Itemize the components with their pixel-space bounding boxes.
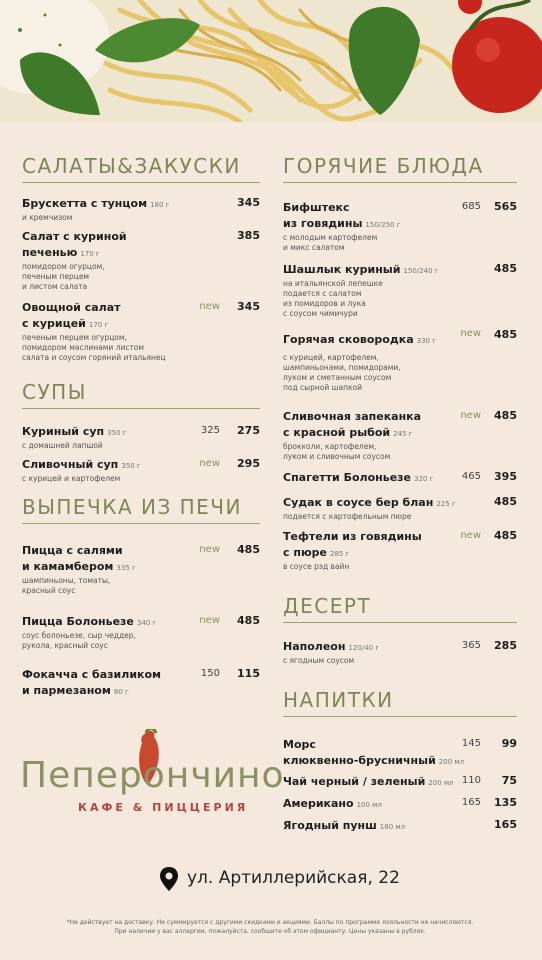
location-pin-icon xyxy=(160,866,178,892)
item-price: 485 xyxy=(237,614,260,627)
menu-item xyxy=(283,796,517,813)
item-name: Пицца с салями xyxy=(22,544,123,557)
item-name-2: с пюре xyxy=(283,546,327,559)
item-name-2: с курицей xyxy=(22,317,86,330)
menu-item xyxy=(283,639,517,666)
menu-item xyxy=(283,529,517,572)
item-price: 275 xyxy=(237,424,260,437)
item-price: 485 xyxy=(494,529,517,542)
item-price: 485 xyxy=(494,495,517,508)
item-desc: брокколи, картофелем, луком и сливочным соусом xyxy=(283,442,391,461)
item-weight: 180 г xyxy=(150,201,170,209)
menu-item xyxy=(283,262,517,319)
item-name: Пицца Болоньезе xyxy=(22,615,134,628)
item-weight: 200 мл xyxy=(428,779,454,787)
item-desc: на итальянской лепешке подается с салатом из помидоров и лука с соусом чимичури xyxy=(283,279,383,318)
item-price-large: 145 xyxy=(461,738,481,749)
new-badge: new xyxy=(199,615,220,626)
item-name: Куриный суп xyxy=(22,425,105,438)
item-name: Горячая сковородка xyxy=(283,333,414,346)
new-badge: new xyxy=(460,410,481,421)
item-weight: 100 мл xyxy=(356,801,382,809)
item-name: Салат с куриной xyxy=(22,230,127,243)
soups-title: СУПЫ xyxy=(22,380,260,409)
item-desc: с ягодным соусом xyxy=(283,656,355,665)
item-price: 385 xyxy=(237,229,260,242)
menu-item xyxy=(22,457,260,484)
menu-item xyxy=(22,196,260,223)
item-name: Американо xyxy=(283,797,354,810)
menu-item xyxy=(283,328,517,393)
item-price-large: 150 xyxy=(200,668,220,679)
menu-item xyxy=(283,774,517,791)
item-name: Сливочный суп xyxy=(22,458,119,471)
menu-item xyxy=(22,667,260,700)
item-price: 485 xyxy=(237,543,260,556)
item-weight: 200 мл xyxy=(438,758,465,766)
menu-item xyxy=(283,737,517,770)
item-weight: 170 г xyxy=(88,321,109,329)
item-weight: 320 г xyxy=(414,475,434,483)
item-price: 295 xyxy=(237,457,260,470)
item-name: Фокачча с базиликом xyxy=(22,668,162,681)
logo-name: Пеперончино xyxy=(20,755,285,796)
item-name: Наполеон xyxy=(283,640,346,653)
item-price: 345 xyxy=(237,300,260,313)
item-name: Ягодный пунш xyxy=(283,819,377,832)
item-weight: 330 г xyxy=(416,337,436,345)
item-weight: 80 г xyxy=(113,688,129,696)
item-price: 135 xyxy=(494,796,517,809)
item-name: Тефтели из говядины xyxy=(283,530,422,543)
footer-note: *Не действует на доставку. Не суммируется с другими скидками и акциями. Баллы по программе лояльности не начисляются. При наличии у вас аллергии, пожалуйста, сообщите об этом официанту. Цены указаны в рублях. xyxy=(66,919,474,935)
item-desc: подается с картофельным пюре xyxy=(283,512,412,521)
menu-item xyxy=(283,470,517,487)
salads-section xyxy=(22,154,260,183)
new-badge: new xyxy=(199,301,220,312)
new-badge: new xyxy=(199,458,220,469)
item-price: 485 xyxy=(494,409,517,422)
menu-content xyxy=(0,122,542,960)
item-weight: 150/250 г xyxy=(365,221,401,229)
item-name: Бифштекс xyxy=(283,201,350,214)
item-name-2: печенью xyxy=(22,246,78,259)
hot-title: ГОРЯЧИЕ БЛЮДА xyxy=(283,154,517,183)
new-badge: new xyxy=(460,328,481,339)
item-weight: 120/40 г xyxy=(348,644,379,652)
item-desc: с домашней лапшой xyxy=(22,441,103,450)
cafe-logo xyxy=(20,735,285,825)
item-name: Брускетта с тунцом xyxy=(22,197,148,210)
drinks-title: НАПИТКИ xyxy=(283,688,517,717)
item-desc: печеным перцем огурцом, помидором маслинами листом салата и соусом горяний итальянец xyxy=(22,333,166,362)
item-weight: 225 г xyxy=(436,500,456,508)
item-price: 345 xyxy=(237,196,260,209)
item-price-large: 165 xyxy=(461,797,481,808)
item-name: Спагетти Болоньезе xyxy=(283,471,412,484)
item-name: Судак в соусе бер блан xyxy=(283,496,434,509)
menu-item xyxy=(22,229,260,292)
menu-item xyxy=(22,543,260,596)
item-price: 99 xyxy=(501,737,517,750)
item-price: 485 xyxy=(494,328,517,341)
item-weight: 285 г xyxy=(329,550,350,558)
item-name-2: клюквенно-брусничный xyxy=(283,754,436,767)
item-name: Шашлык куриный xyxy=(283,263,401,276)
item-desc: с курицей, картофелем, шампиньонами, помидорами, луком и сметанным соусом под сырной шапкой xyxy=(283,353,401,392)
new-badge: new xyxy=(460,530,481,541)
item-price: 485 xyxy=(494,262,517,275)
item-name: Сливочная запеканка xyxy=(283,410,422,423)
item-price: 165 xyxy=(494,818,517,831)
item-name-2: из говядины xyxy=(283,217,363,230)
item-desc: с молодым картофелем и микс салатом xyxy=(283,233,378,252)
soups-section xyxy=(22,380,260,409)
item-weight: 180 мл xyxy=(379,823,406,831)
item-weight: 335 г xyxy=(116,564,136,572)
item-price: 115 xyxy=(237,667,260,680)
menu-item xyxy=(22,614,260,651)
menu-item xyxy=(283,200,517,253)
item-name: Чай черный / зеленый xyxy=(283,775,426,788)
item-desc: и кремчизом xyxy=(22,213,73,222)
item-price: 285 xyxy=(494,639,517,652)
item-price-large: 365 xyxy=(461,640,481,651)
item-desc: в соусе рэд вайн xyxy=(283,562,350,571)
hot-section xyxy=(283,154,517,183)
menu-item xyxy=(22,424,260,451)
item-weight: 350 г xyxy=(107,429,127,437)
item-name: Морс xyxy=(283,738,316,751)
item-desc: соус болоньезе, сыр чеддер, рукола, красный соус xyxy=(22,631,136,650)
item-price: 75 xyxy=(501,774,517,787)
new-badge: new xyxy=(199,544,220,555)
item-weight: 170 г xyxy=(80,250,100,258)
item-price-large: 110 xyxy=(461,775,481,786)
item-desc: помидором огурцом, печеным перцем и листом салата xyxy=(22,262,105,291)
item-price-large: 685 xyxy=(461,201,481,212)
item-weight: 245 г xyxy=(393,430,413,438)
item-price-large: 325 xyxy=(200,425,220,436)
menu-item xyxy=(283,495,517,522)
item-price: 395 xyxy=(494,470,517,483)
item-name: Овощной салат xyxy=(22,301,121,314)
address-text: ул. Артиллерийская, 22 xyxy=(187,868,400,888)
bakery-section xyxy=(22,495,260,524)
item-name-2: и пармезаном xyxy=(22,684,111,697)
salads-title: САЛАТЫ&ЗАКУСКИ xyxy=(22,154,260,183)
item-weight: 340 г xyxy=(136,619,157,627)
menu-item xyxy=(283,818,517,835)
item-weight: 150/240 г xyxy=(403,267,439,275)
item-weight: 350 г xyxy=(121,462,141,470)
hero-food-image xyxy=(0,0,542,122)
item-name-2: и камамбером xyxy=(22,560,114,573)
item-price-large: 465 xyxy=(461,471,481,482)
drinks-section xyxy=(283,688,517,717)
item-price: 565 xyxy=(494,200,517,213)
dessert-title: ДЕСЕРТ xyxy=(283,594,517,623)
item-desc: шампиньоны, томаты, красный соус xyxy=(22,576,111,595)
item-desc: с курицей и картофелем xyxy=(22,474,121,483)
dessert-section xyxy=(283,594,517,623)
logo-subtitle: КАФЕ & ПИЦЦЕРИЯ xyxy=(78,801,249,814)
item-name-2: с красной рыбой xyxy=(283,426,391,439)
menu-item xyxy=(283,409,517,462)
bakery-title: ВЫПЕЧКА ИЗ ПЕЧИ xyxy=(22,495,260,524)
menu-item xyxy=(22,300,260,363)
